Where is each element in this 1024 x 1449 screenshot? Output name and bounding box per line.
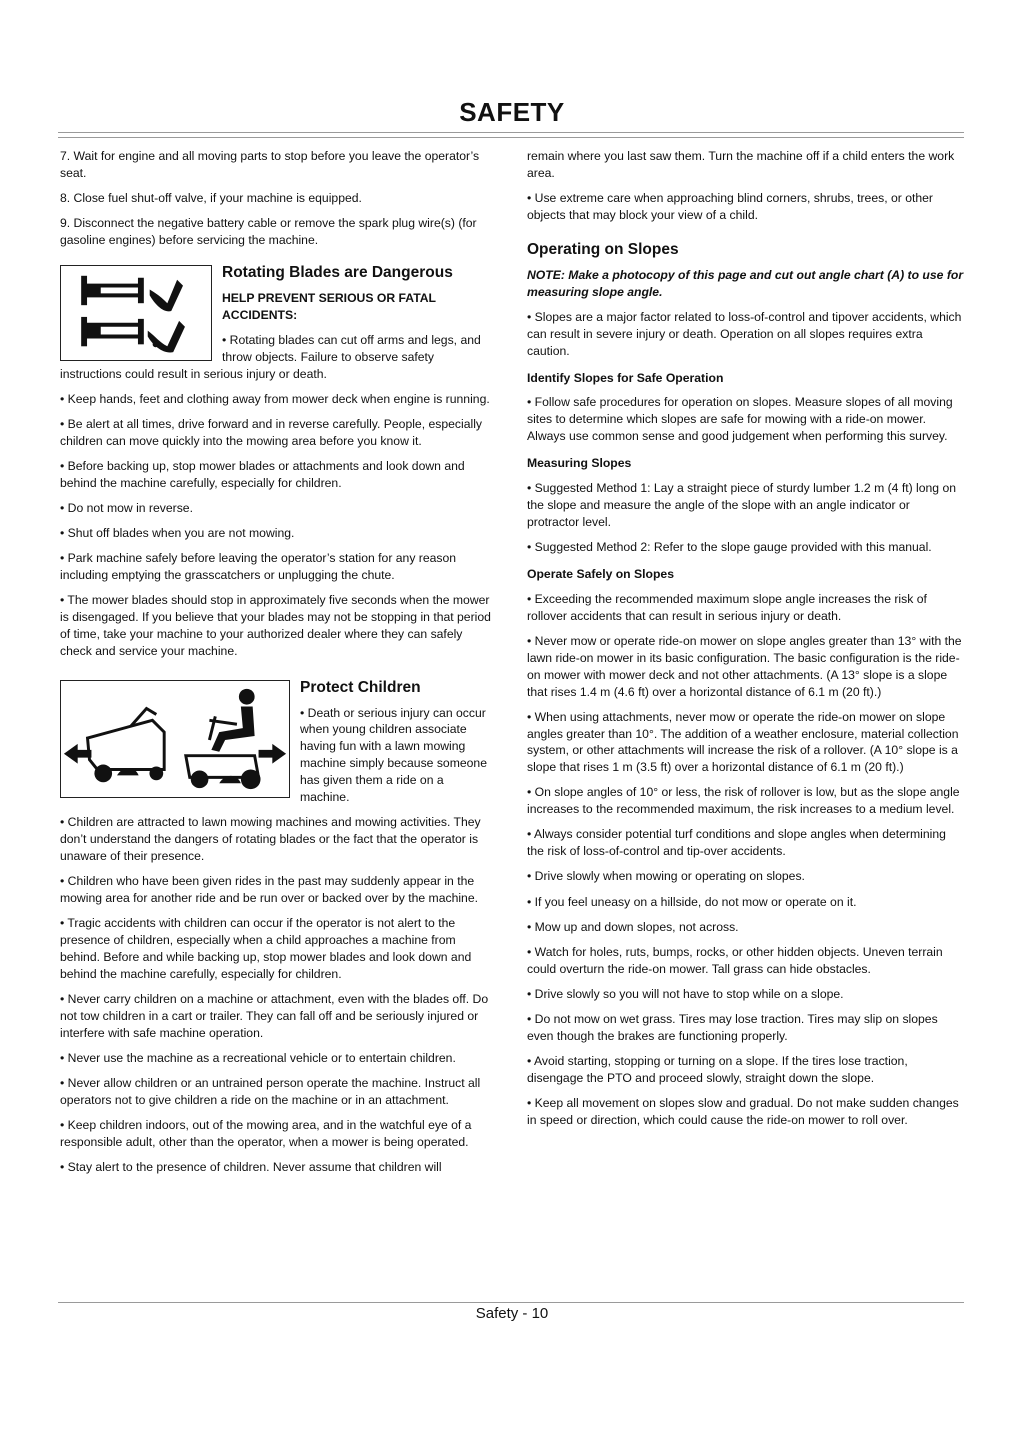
right-column (527, 148, 965, 1137)
children-item: • Keep children indoors, out of the mowing area, and in the watchful eye of a responsible adult, other than the operator, when a mower is being operated. (60, 1117, 472, 1149)
children-item: • Children who have been given rides in the past may suddenly appear in the mowing area for another ride and be run over or backed over by the machine. (60, 874, 478, 905)
blades-item: • The mower blades should stop in approximately five seconds when the mower is disengaged. If you believe that your blades may not be stopping in that period of time, take your machine to your authorized dealer where they can safely check and service your machine. (60, 592, 491, 658)
blades-item: • Before backing up, stop mower blades or attachments and look down and behind the machine carefully, especially for children. (60, 458, 465, 490)
operate-item: • Do not mow on wet grass. Tires may lose traction. Tires may slip on slopes even though the brakes are functioning properly. (527, 1011, 938, 1043)
slopes-note: NOTE: Make a photocopy of this page and cut out angle chart (A) to use for measuring slope angle. (527, 267, 964, 299)
header-rule-bottom (58, 137, 964, 138)
header-rule-top (58, 132, 964, 133)
slopes-heading: Operating on Slopes (527, 240, 679, 258)
operate-item: • Exceeding the recommended maximum slope angle increases the risk of rollover accidents that can result in serious injury or death. (527, 591, 927, 623)
operate-item: • On slope angles of 10° or less, the risk of rollover is low, but as the slope angle increases to the recommended maximum, the risk increases to a medium level. (527, 785, 960, 817)
operate-item: • Watch for holes, ruts, bumps, rocks, or other hidden objects. Uneven terrain could overturn the ride-on mower. Tall grass can hide obstacles. (527, 944, 943, 976)
page-title: SAFETY (459, 97, 565, 127)
step-9: 9. Disconnect the negative battery cable or remove the spark plug wire(s) (for gasoline engines) before servicing the machine. (60, 216, 477, 247)
operate-item: • Mow up and down slopes, not across. (527, 919, 739, 934)
operate-item: • Always consider potential turf conditions and slope angles when determining the risk of loss-of-control and tip-over accidents. (527, 827, 946, 859)
rotating-blades-subheading: HELP PREVENT SERIOUS OR FATAL ACCIDENTS: (222, 290, 436, 322)
children-item: • Never carry children on a machine or attachment, even with the blades off. Do not tow children in a cart or trailer. They can fall off and be seriously injured or interfere with safe machine operation. (60, 991, 489, 1040)
identify-item: • Follow safe procedures for operation on slopes. Measure slopes of all moving sites to determine which slopes are safe for mowing with a ride-on mower. Always use common sense and good judgement when performing this survey. (527, 395, 953, 444)
operate-slopes-heading: Operate Safely on Slopes (527, 566, 674, 581)
children-item: • Children are attracted to lawn mowing machines and mowing activities. They don’t understand the dangers of rotating blades or the fact that the operator is unaware of their presence. (60, 815, 481, 863)
measuring-item: • Suggested Method 2: Refer to the slope gauge provided with this manual. (527, 539, 932, 554)
children-continued: remain where you last saw them. Turn the machine off if a child enters the work area. (527, 149, 955, 180)
operate-item: • Drive slowly when mowing or operating on slopes. (527, 869, 805, 884)
measuring-slopes-heading: Measuring Slopes (527, 456, 632, 471)
blades-item: • Park machine safely before leaving the operator’s station for any reason including emptying the grasscatchers or unplugging the chute. (60, 550, 457, 582)
slopes-intro: • Slopes are a major factor related to loss-of-control and tipover accidents, which can result in severe injury or death. Operation on all slopes requires extra caution. (527, 309, 962, 358)
left-column (60, 148, 496, 1184)
measuring-item: • Suggested Method 1: Lay a straight piece of sturdy lumber 1.2 m (4 ft) long on the slope and measure the angle of the slope with an angle indicator or protractor level. (527, 481, 957, 529)
operating-on-slopes-section (527, 240, 965, 1129)
page-footer: Safety - 10 (475, 1305, 549, 1322)
step-8: 8. Close fuel shut-off valve, if your machine is equipped. (60, 191, 362, 205)
rotating-blades-warning: • Rotating blades can cut off arms and legs, and throw objects. Failure to observe safety instructions could result in serious injury or death. (60, 332, 481, 381)
children-continued: • Use extreme care when approaching blind corners, shrubs, trees, or other objects that may block your view of a child. (527, 191, 933, 222)
protect-children-section (60, 678, 496, 1176)
operate-item: • Drive slowly so you will not have to stop while on a slope. (527, 986, 844, 1001)
children-item: • Never use the machine as a recreational vehicle or to entertain children. (60, 1050, 456, 1065)
operate-item: • Avoid starting, stopping or turning on a slope. If the tires lose traction, disengage the PTO and proceed slowly, straight down the slope. (527, 1053, 908, 1085)
operate-item: • Keep all movement on slopes slow and gradual. Do not make sudden changes in speed or direction, which could cause the ride-on mower to roll over. (527, 1095, 959, 1127)
intro-steps (60, 148, 496, 249)
blades-item: • Be alert at all times, drive forward and in reverse carefully. People, especially children can move quickly into the mowing area before you know it. (60, 416, 482, 448)
operate-item: • If you feel uneasy on a hillside, do not mow or operate on it. (527, 894, 857, 909)
blades-item: • Do not mow in reverse. (60, 500, 193, 515)
protect-children-warning: • Death or serious injury can occur when young children associate having fun with a lawn mowing machine simply because someone has given them a ride on a machine. (300, 705, 487, 805)
identify-slopes-heading: Identify Slopes for Safe Operation (527, 370, 724, 385)
children-item: • Stay alert to the presence of children. Never assume that children will (60, 1159, 442, 1174)
children-item: • Never allow children or an untrained person operate the machine. Instruct all operators not to give children a ride on the machine or in an attachment. (60, 1075, 481, 1107)
protect-children-heading: Protect Children (300, 678, 421, 696)
rotating-blades-icon (60, 265, 212, 361)
step-7: 7. Wait for engine and all moving parts to stop before you leave the operator’s seat. (60, 149, 480, 180)
rotating-blades-section (60, 263, 496, 660)
footer-rule (58, 1302, 964, 1303)
operate-item: • When using attachments, never mow or operate the ride-on mower on slope angles greater than 10°. The addition of a weather enclosure, material collection system, or other attachments will increase the risk of a rollover. (A 10° slope is a slope that rises 1 m (3.5 ft) over a horizontal distance of 6.1 m (20 ft).) (527, 709, 959, 775)
children-item: • Tragic accidents with children can occur if the operator is not alert to the presence of children, especially when a child approaches a machine from behind. Before and while backing up, stop mower blades and look down and behind the machine carefully, especially for children. (60, 916, 472, 981)
children-mower-icon (60, 680, 290, 798)
blades-item: • Shut off blades when you are not mowing. (60, 525, 295, 540)
rotating-blades-heading: Rotating Blades are Dangerous (222, 263, 453, 281)
operate-item: • Never mow or operate ride-on mower on slope angles greater than 13° with the lawn ride-on mower in its basic configuration. The basic configuration is the ride-on mower with mower deck and not other attachments. (A 13° slope is a slope that rises 1.4 m (4.6 ft) over a horizontal distance of 6.1 m (20 ft).) (527, 633, 962, 699)
blades-item: • Keep hands, feet and clothing away from mower deck when engine is running. (60, 391, 490, 406)
